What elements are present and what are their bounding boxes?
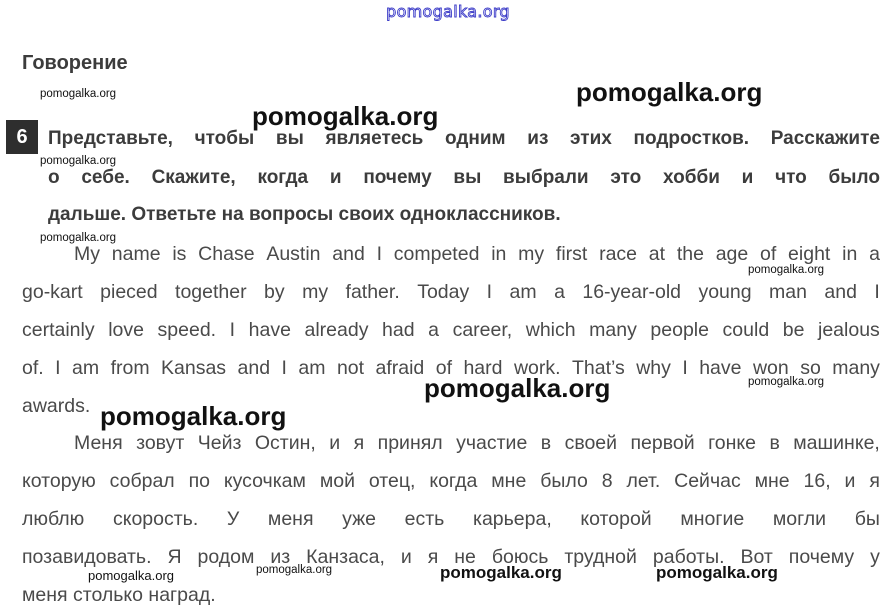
watermark-text: pomogalka.org xyxy=(748,376,825,388)
watermark-text: pomogalka.org xyxy=(576,77,763,107)
watermark-text: pomogalka.org xyxy=(40,155,117,167)
watermark-text: pomogalka.org xyxy=(656,563,778,582)
task-line-1: Представьте, чтобы вы являетесь одним из этих подростков. Расскажите xyxy=(48,128,880,149)
watermark-text: pomogalka.org xyxy=(748,264,825,276)
watermark-text: pomogalka.org xyxy=(40,232,117,244)
watermark-text: pomogalka.org xyxy=(88,568,174,583)
english-line-5: awards. xyxy=(22,395,91,417)
russian-line-4: позавидовать. Я родом из Канзаса, и я не боюсь трудной работы. Вот почему у xyxy=(22,546,880,568)
task-line-2: о себе. Скажите, когда и почему вы выбрали это хобби и что было xyxy=(48,167,880,188)
watermark-text: pomogalka.org xyxy=(252,101,439,131)
russian-line-5: меня столько наград. xyxy=(22,584,216,606)
watermark-text: pomogalka.org xyxy=(40,88,117,100)
task-number-badge: 6 xyxy=(6,120,38,154)
watermark-text: pomogalka.org xyxy=(424,373,611,403)
english-line-3: certainly love speed. I have already had a career, which many people could be jealous xyxy=(22,319,880,341)
russian-line-2: которую собрал по кусочкам мой отец, когда мне было 8 лет. Сейчас мне 16, и я xyxy=(22,470,880,492)
section-title: Говорение xyxy=(22,52,128,74)
russian-line-1: Меня зовут Чейз Остин, и я принял участие в своей первой гонке в машинке, xyxy=(74,432,880,454)
watermark-text: pomogalka.org xyxy=(440,563,562,582)
english-line-1: My name is Chase Austin and I competed in my first race at the age of eight in a xyxy=(74,243,880,265)
russian-line-3: люблю скорость. У меня уже есть карьера, которой многие могли бы xyxy=(22,508,880,530)
english-line-4: of. I am from Kansas and I am not afraid of hard work. That’s why I have won so many xyxy=(22,357,880,379)
header-watermark[interactable]: pomogalka.org xyxy=(386,2,510,21)
task-line-3: дальше. Ответьте на вопросы своих одноклассников. xyxy=(48,204,561,225)
watermark-text: pomogalka.org xyxy=(256,564,333,576)
english-line-2: go-kart pieced together by my father. Today I am a 16-year-old young man and I xyxy=(22,281,880,303)
watermark-text: pomogalka.org xyxy=(100,401,287,431)
